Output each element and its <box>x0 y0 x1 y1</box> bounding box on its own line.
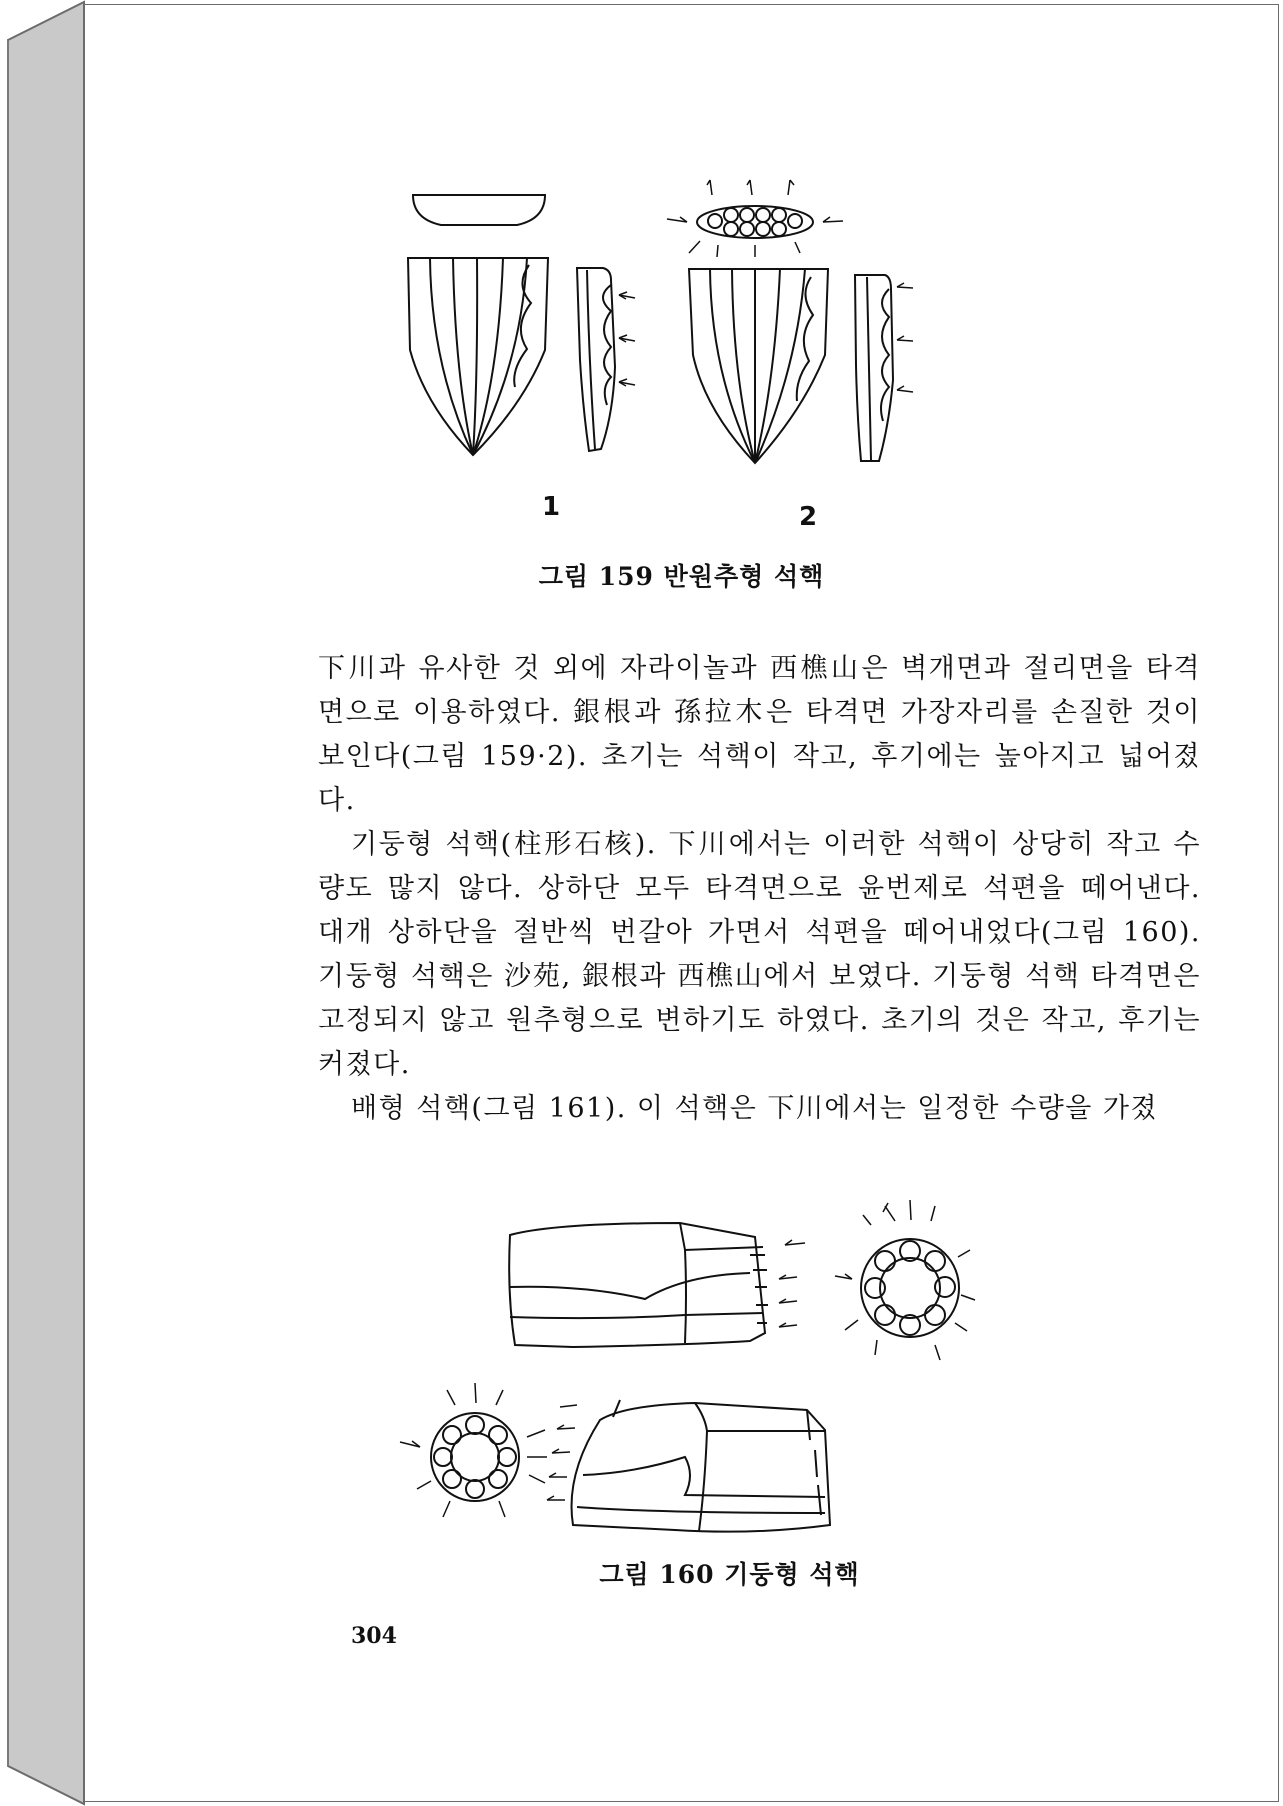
figure-160-drawing <box>355 1195 1085 1535</box>
figure-160-caption: 그림 160 기둥형 석핵 <box>599 1560 860 1589</box>
paragraph-1: 下川과 유사한 것 외에 자라이놀과 西樵山은 벽개면과 절리면을 타격면으로 이용하였다. 銀根과 孫拉木은 타격면 가장자리를 손질한 것이 보인다(그림 159·2). 초기는 석핵이 작고, 후기에는 높아지고 넓어졌다. <box>318 653 1201 816</box>
paragraph-2: 기둥형 석핵(柱形石核). 下川에서는 이러한 석핵이 상당히 작고 수량도 많지 않다. 상하단 모두 타격면으로 윤번제로 석편을 떼어낸다. 대개 상하단을 절반씩 번갈아 가면서 석편을 떼어내었다(그림 160). 기둥형 석핵은 沙苑, 銀根과 西樵山에서 보였다. 기둥형 석핵 타격면은 고정되지 않고 원추형으로 변하기도 하였다. 초기의 것은 작고, 후기는 커졌다. <box>318 829 1201 1080</box>
figure-159-label-2: 2 <box>799 502 818 532</box>
figure-159-caption: 그림 159 반원추형 석핵 <box>538 562 825 591</box>
paragraph-3: 배형 석핵(그림 161). 이 석핵은 下川에서는 일정한 수량을 가졌 <box>351 1093 1159 1124</box>
book-page <box>84 4 1279 1802</box>
page-number: 304 <box>351 1623 397 1649</box>
book-spine <box>0 0 86 1806</box>
figure-159-drawing <box>405 165 1025 495</box>
body-text <box>318 647 1201 1131</box>
figure-159-label-1: 1 <box>542 492 561 522</box>
